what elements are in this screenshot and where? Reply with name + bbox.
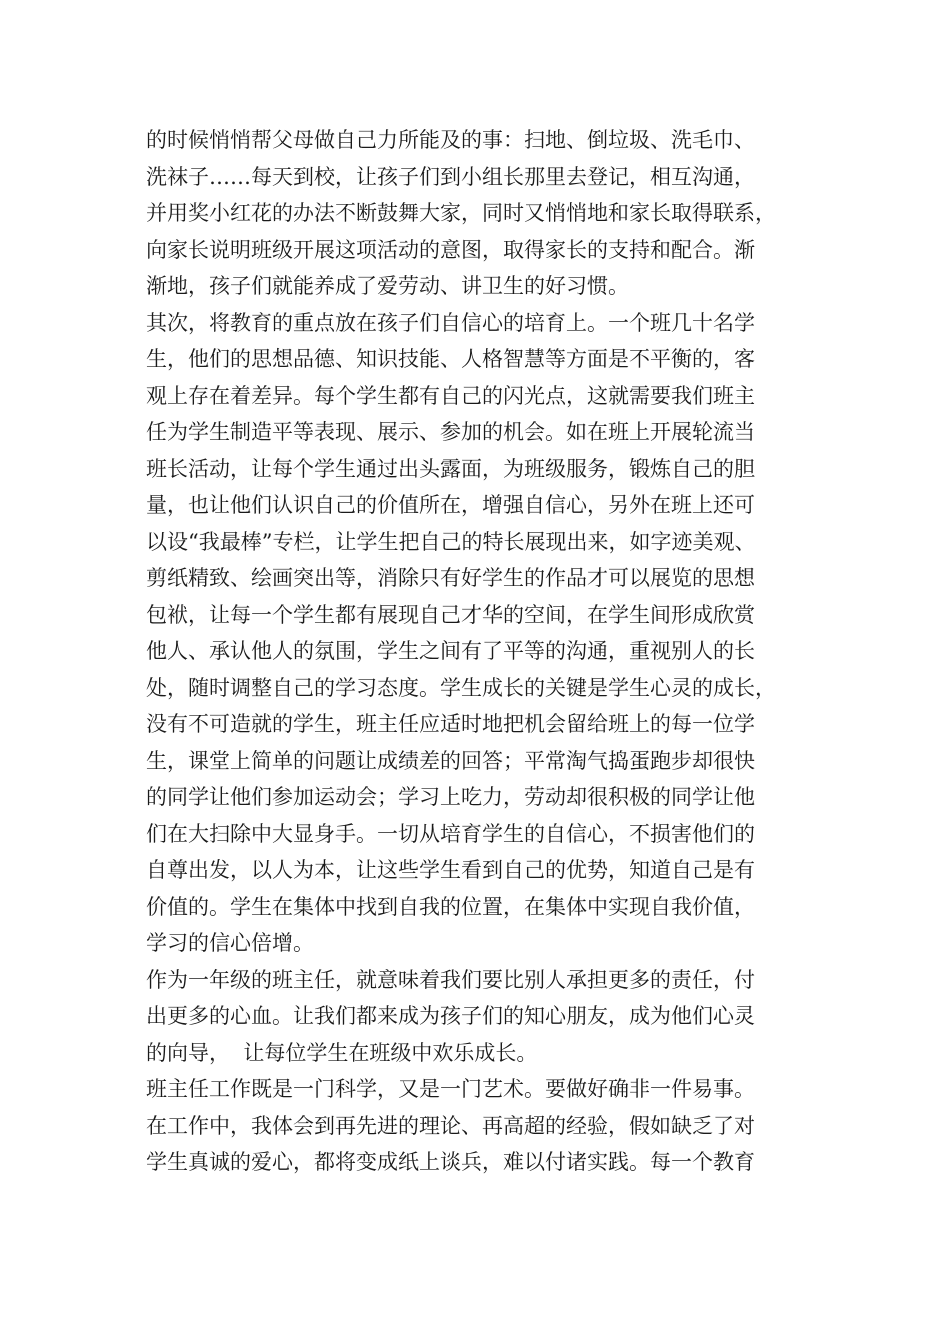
text-line: 在工作中，我体会到再先进的理论、再高超的经验，假如缺乏了对 [146,1113,755,1138]
text-line: 价值的。学生在集体中找到自我的位置，在集体中实现自我价值， [146,894,755,919]
text-line: 的时候悄悄帮父母做自己力所能及的事：扫地、倒垃圾、洗毛巾、 [146,128,755,152]
text-line: 的同学让他们参加运动会；学习上吃力，劳动却很积极的同学让他 [146,785,755,809]
text-line: 自尊出发，以人为本，让这些学生看到自己的优势，知道自己是有 [146,858,755,882]
text-line: 以设“我最棒”专栏，让学生把自己的特长展现出来，如字迹美观、 [146,529,756,554]
text-line: 向家长说明班级开展这项活动的意图，取得家长的支持和配合。渐 [146,237,755,262]
text-line: 处，随时调整自己的学习态度。学生成长的关键是学生心灵的成长， [146,675,776,700]
text-line: 观上存在着差异。每个学生都有自己的闪光点，这就需要我们班主 [146,383,755,408]
text-line: 们在大扫除中大显身手。一切从培育学生的自信心，不损害他们的 [146,821,755,846]
text-line: 并用奖小红花的办法不断鼓舞大家，同时又悄悄地和家长取得联系， [146,201,776,225]
text-line: 渐地，孩子们就能养成了爱劳动、讲卫生的好习惯。 [146,274,629,298]
text-line: 班主任工作既是一门科学，又是一门艺术。要做好确非一件易事。 [146,1077,755,1101]
text-line: 生，他们的思想品德、知识技能、人格智慧等方面是不平衡的，客 [146,347,755,371]
text-line: 生，课堂上简单的问题让成绩差的回答；平常淘气捣蛋跑步却很快 [146,748,755,773]
text-line: 没有不可造就的学生，班主任应适时地把机会留给班上的每一位学 [146,712,755,736]
text-line: 剪纸精致、绘画突出等，消除只有好学生的作品才可以展览的思想 [146,566,755,590]
text-line: 班长活动，让每个学生通过出头露面，为班级服务，锻炼自己的胆 [146,456,755,481]
text-line: 量，也让他们认识自己的价值所在，增强自信心，另外在班上还可 [146,493,755,517]
text-line: 包袱，让每一个学生都有展现自己才华的空间，在学生间形成欣赏 [146,602,755,627]
text-line: 的向导， 让每位学生在班级中欢乐成长。 [146,1040,538,1065]
document-body [146,122,826,1181]
text-line: 他人、承认他人的氛围，学生之间有了平等的沟通，重视别人的长 [146,639,755,663]
text-line: 学生真诚的爱心，都将变成纸上谈兵，难以付诸实践。每一个教育 [146,1150,755,1174]
text-line: 作为一年级的班主任，就意味着我们要比别人承担更多的责任，付 [146,967,755,992]
text-line: 洗袜子……每天到校，让孩子们到小组长那里去登记，相互沟通， [146,164,755,189]
text-line: 其次，将教育的重点放在孩子们自信心的培育上。一个班几十名学 [146,310,755,335]
text-line: 任为学生制造平等表现、展示、参加的机会。如在班上开展轮流当 [146,420,755,444]
text-line: 学习的信心倍增。 [146,931,314,955]
text-line: 出更多的心血。让我们都来成为孩子们的知心朋友，成为他们心灵 [146,1004,755,1028]
